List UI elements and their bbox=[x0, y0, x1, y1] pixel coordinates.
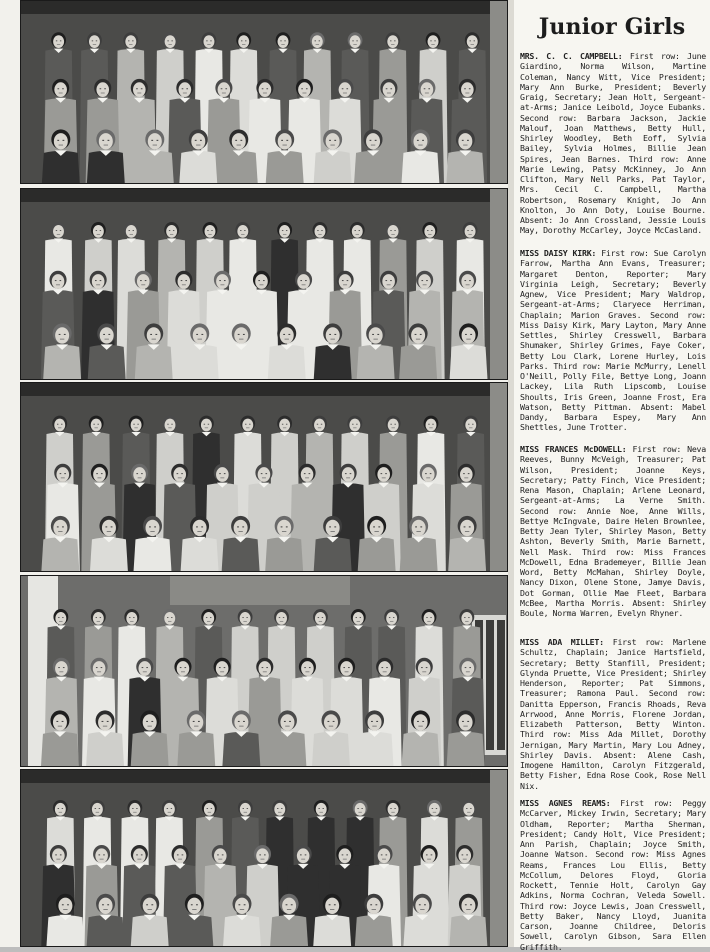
caption-text: First row: Peggy McCarver, Mickey Irwin, Secretary; Mary Oldham, Reporter; Martha Sherman, President; Candy Holt, Vice President; Ann Parish, Chaplain; Joyce Smith, Joanne Watson. Second row: Miss Agnes Reams, Frances Lou Ellis, Betty McCollum, Delores Floyd, Gloria Rockett, Tennie Holt, Carolyn Gay Adkins, Norma Cochran, Veleda Sowell. Third row: Joyce Lewis, Joan Cresswell, Betty Baker, Nancy Lloyd, Juanita Carson, Joanne Childree, Deloris Sowell, Carolyn Gibson, Sara Ellen Griffith. bbox=[520, 798, 706, 952]
photo-art-4 bbox=[20, 575, 508, 767]
caption-lead: MISS AGNES REAMS: bbox=[520, 798, 611, 808]
photo-art-5 bbox=[20, 769, 508, 947]
caption-lead: MISS FRANCES McDOWELL: bbox=[520, 444, 627, 454]
class-photo-3 bbox=[20, 382, 508, 572]
caption-lead: MISS DAISY KIRK: bbox=[520, 248, 597, 258]
caption-reams bbox=[520, 798, 706, 952]
caption-text: First row: Marlene Schultz, Chaplain; Janice Hartsfield, Secretary; Betty Stanfill, President; Glynda Pruette, Vice President; Shirley Henderson, Reporter; Pat Simmons, Treasurer; Ramona Paul. Second row: Danitta Epperson, Francis Rhoads, Reva Arrwood, Anne Morris, Florene Jordan, Elizabeth Patterson, Betty Winton. Third row: Miss Ada Millet, Dorothy Jernigan, Mary Martin, Mary Lou Adney, Shirley Davis. Absent: Alene Cash, Imogene Hamilton, Carolyn Fitzgerald, Betty Fisher, Edna Rose Cook, Rose Nell Nix. bbox=[520, 637, 706, 791]
photo-art-3 bbox=[20, 382, 508, 572]
caption-kirk bbox=[520, 248, 706, 433]
caption-text: First row: June Giardino, Norma Wilson, Martine Coleman, Nancy Witt, Vice President; Mary Ann Burke, President; Beverly Graig, Secretary; Jean Holt, Sergeant-at-Arms; Janice Leibold, Joyce Eubanks. Second row: Barbara Jackson, Jackie Malouf, Joan Matthews, Betty Hull, Shirley Woodley, Beth Eoff, Sylvia Bailey, Sylvia Holmes, Billie Jean Spires, Jean Barnes. Third row: Anne Marie Lewing, Patsy McKinney, Jo Ann Clifton, Mary Nell Parks, Pat Taylor, Mrs. Cecil C. Campbell, Martha Robertson, Rosemary Knight, Jo Ann Knolton, Jo Ann Doty, Louise Bourne. Absent: Jo Ann Crossland, Jessie Louis May, Dorothy McCarley, Joyce McCasland. bbox=[520, 51, 707, 236]
caption-campbell bbox=[520, 51, 707, 236]
caption-text: First row: Sue Carolyn Farrow, Martha Ann Evans, Treasurer; Margaret Denton, Reporter; Mary Virginia Leigh, Secretary; Beverly Agnew, Vice President; Mary Waldrop, Sergeant-at-Arms; Claryece Herriman, Chaplain; Marion Graves. Second row: Miss Daisy Kirk, Mary Layton, Mary Anne Settles, Shirley Cresswell, Barbara Shumaker, Shirley Grimes, Faye Coker, Betty Lou Clark, Lorene Hurley, Lois Parks. Third row: Marie McMurry, Lenell O'Neill, Polly File, Bettye Long, Joann Lackey, Lila Ruth Lipscomb, Louise Shoults, Iris Green, Joanne Frost, Era Watson, Betty Pittman. Absent: Mabel Dandy, Barbara Espey, Mary Ann Shettles, June Trotter. bbox=[520, 248, 706, 433]
photo-art-2 bbox=[20, 188, 508, 380]
caption-column bbox=[514, 0, 710, 952]
caption-lead: MISS ADA MILLET: bbox=[520, 637, 604, 647]
photo-art-1 bbox=[20, 0, 508, 184]
page-title: Junior Girls bbox=[538, 14, 686, 40]
class-photo-1 bbox=[20, 0, 508, 184]
class-photo-2 bbox=[20, 188, 508, 380]
class-photo-5 bbox=[20, 769, 508, 947]
class-photo-4 bbox=[20, 575, 508, 767]
caption-lead: MRS. C. C. CAMPBELL: bbox=[520, 51, 623, 61]
caption-mcdowell bbox=[520, 444, 706, 620]
caption-text: First row: Neva Reeves, Bunny McVeigh, Treasurer; Pat Wilson, President; Joanne Keys, Secretary; Patty Finch, Vice President; Rena Mason, Chaplain; Arlene Leonard, Sergeant-at-Arms; La Verne Smith. Second row: Annie Noe, Anne Wills, Bettye McIngvale, Daire Helen Brownlee, Betty Jean Tyler, Shirley Mason, Betty Ashton, Beverly Smith, Marie Barnett, Nell Mask. Third row: Miss Frances McDowell, Edna Brademeyer, Billie Jean Word, Betty McMahan, Shirley Doyle, Nancy Dixon, Olene Stone, Jamye Davis, Dot Gorman, Ollie Mae Fleet, Barbara McBee, Martha Morris. Absent: Shirley Boule, Norma Warren, Evelyn Rhyner. bbox=[520, 444, 706, 618]
caption-millet bbox=[520, 637, 706, 791]
